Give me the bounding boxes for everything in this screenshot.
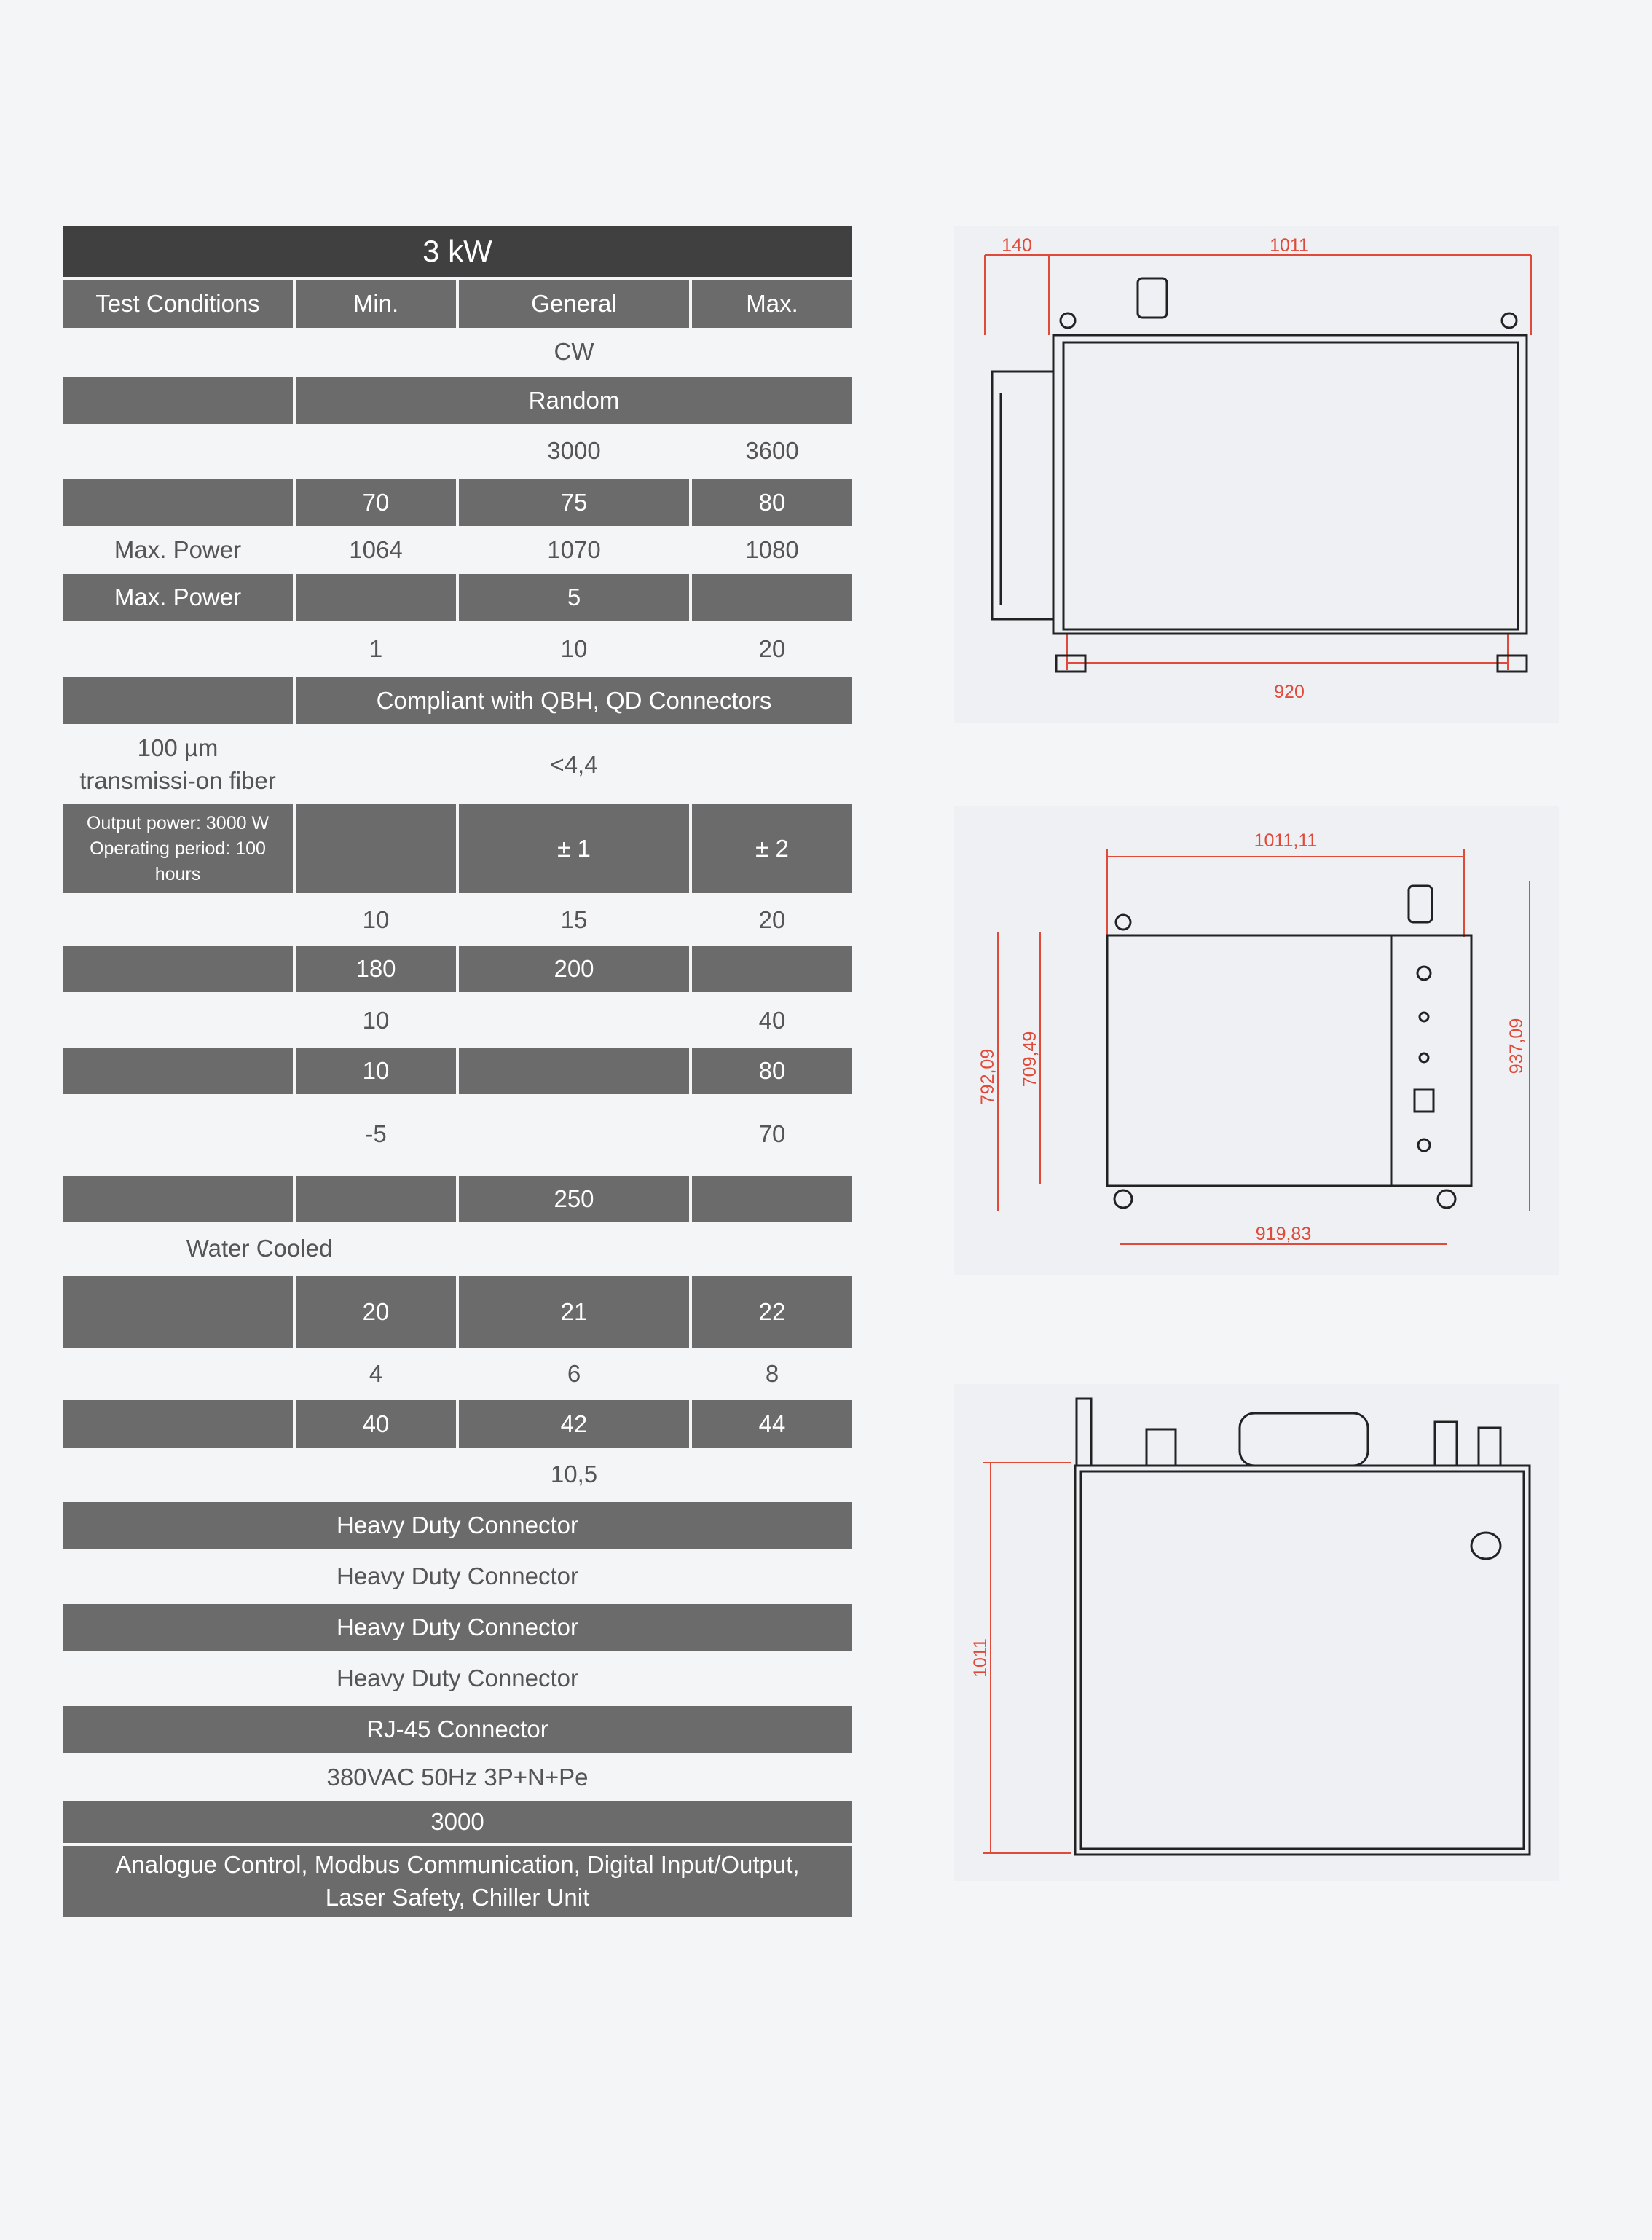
table-row [63,1400,852,1448]
table-cell [692,574,852,621]
table-cell [63,895,293,946]
table-row [63,624,852,675]
table-cell [459,995,689,1046]
dimension-lines [983,1463,1071,1853]
table-cell [63,1096,293,1173]
table-cell [63,1351,293,1397]
table-cell: 3600 [745,436,799,464]
table-cell: 3000 [547,436,601,464]
table-cell: 15 [560,905,588,933]
table-row [63,1552,852,1601]
machine-outline [992,278,1527,672]
dimension-lines [985,255,1531,670]
table-row [63,946,852,992]
table-cell: -5 [365,1120,387,1147]
table-cell: 8 [765,1359,779,1387]
table-cell: 1064 [349,535,403,563]
dim-side-left-outer: 792,09 [978,1048,998,1105]
table-cell [63,377,293,424]
table-cell [296,804,456,893]
table-cell: 20 [758,905,786,933]
table-cell: 40 [758,1006,786,1034]
table-row [63,1176,852,1222]
table-cell [459,1096,689,1173]
top-view-svg [954,1384,1559,1881]
table-cell: 42 [459,1400,689,1448]
dim-front-top: 1011 [1270,235,1309,256]
table-cell [459,1048,689,1094]
table-cell: Heavy Duty Connector [337,1562,578,1589]
table-cell: 10 [296,1048,456,1094]
table-cell: CW [554,337,594,365]
table-row [63,1048,852,1094]
table-cell: 40 [296,1400,456,1448]
table-cell: 1 [369,634,383,662]
table-row [63,377,852,424]
dim-side-bottom: 919,83 [1255,1224,1312,1244]
table-cell [296,1176,456,1222]
table-cell [296,574,456,621]
table-row [63,1846,852,1917]
table-header [63,280,852,328]
table-cell: 200 [459,946,689,992]
table-cell: 21 [459,1276,689,1348]
table-cell [63,1400,293,1448]
table-cell [63,427,293,475]
table-cell: Analogue Control, Modbus Communication, Digital Input/Output, Laser Safety, Chiller Unit [63,1846,852,1917]
table-cell [63,946,293,992]
table-cell: 20 [758,634,786,662]
table-cell: 100 µm transmissi-on fiber [79,734,276,794]
header-general: General [459,280,689,328]
dim-top-left: 1011 [970,1638,991,1678]
table-cell: 80 [692,1048,852,1094]
table-row [63,427,852,475]
table-cell [63,1048,293,1094]
table-cell: Output power: 3000 W Operating period: 100 hours [63,804,293,893]
table-cell: 4 [369,1359,383,1387]
table-row [63,1654,852,1703]
table-row [63,1450,852,1499]
table-row [63,1756,852,1799]
table-cell: 180 [296,946,456,992]
table-row [63,479,852,526]
table-row [63,1801,852,1843]
table-cell: 20 [296,1276,456,1348]
side-view-svg [954,806,1559,1275]
table-row [63,329,852,374]
table-row [63,995,852,1046]
table-cell: ± 2 [692,804,852,893]
table-row [63,804,852,893]
dim-front-left: 140 [1002,235,1032,256]
table-cell: 10,5 [550,1460,598,1488]
table-cell: Heavy Duty Connector [63,1604,852,1651]
table-cell [63,1276,293,1348]
table-cell: Max. Power [114,535,242,563]
table-row [63,677,852,724]
table-cell: 80 [692,479,852,526]
table-cell [692,1176,852,1222]
dim-side-top: 1011,11 [1254,830,1318,851]
table-cell: 250 [459,1176,689,1222]
side-view-drawing [954,806,1559,1275]
table-row [63,727,852,803]
table-cell: 6 [567,1359,581,1387]
table-cell: 380VAC 50Hz 3P+N+Pe [326,1763,589,1791]
table-cell: 70 [296,479,456,526]
dim-side-right: 937,09 [1506,1018,1527,1074]
machine-outline [1107,886,1471,1208]
header-test-conditions: Test Conditions [63,280,293,328]
front-view-svg [954,226,1559,723]
table-cell: 5 [459,574,689,621]
table-cell [63,1450,293,1499]
table-title: 3 kW [63,226,852,277]
table-cell: 22 [692,1276,852,1348]
table-cell [296,427,456,475]
table-cell: 10 [560,634,588,662]
table-cell: Compliant with QBH, QD Connectors [296,677,852,724]
table-row [63,1224,852,1273]
table-cell: 3000 [63,1801,852,1843]
table-cell: Heavy Duty Connector [63,1502,852,1549]
table-cell: 75 [459,479,689,526]
machine-outline [1075,1399,1530,1855]
header-max: Max. [692,280,852,328]
table-cell: Random [296,377,852,424]
table-cell: Max. Power [63,574,293,621]
top-view-drawing [954,1384,1559,1881]
table-cell [63,479,293,526]
table-cell: Heavy Duty Connector [337,1664,578,1691]
table-cell: 1070 [547,535,601,563]
table-row [63,1706,852,1753]
table-cell [459,1224,852,1273]
front-view-drawing [954,226,1559,723]
table-cell: 10 [362,1006,390,1034]
table-row [63,527,852,573]
table-cell: 1080 [745,535,799,563]
table-row [63,895,852,946]
table-row [63,1096,852,1173]
table-row [63,574,852,621]
table-cell: 10 [362,905,390,933]
dim-side-left-inner: 709,49 [1020,1031,1040,1088]
table-cell: 70 [758,1120,786,1147]
table-cell: <4,4 [550,750,598,778]
table-cell: ± 1 [459,804,689,893]
table-row [63,1276,852,1348]
dim-front-bottom: 920 [1274,682,1305,702]
table-cell [63,677,293,724]
table-cell [63,995,293,1046]
table-row [63,1604,852,1651]
table-row [63,1351,852,1397]
table-cell [692,946,852,992]
table-cell [63,624,293,675]
table-cell: 44 [692,1400,852,1448]
header-min: Min. [296,280,456,328]
table-cell: Water Cooled [186,1234,333,1262]
table-cell [63,1176,293,1222]
table-row [63,1502,852,1549]
table-cell [63,329,293,374]
table-cell: RJ-45 Connector [63,1706,852,1753]
